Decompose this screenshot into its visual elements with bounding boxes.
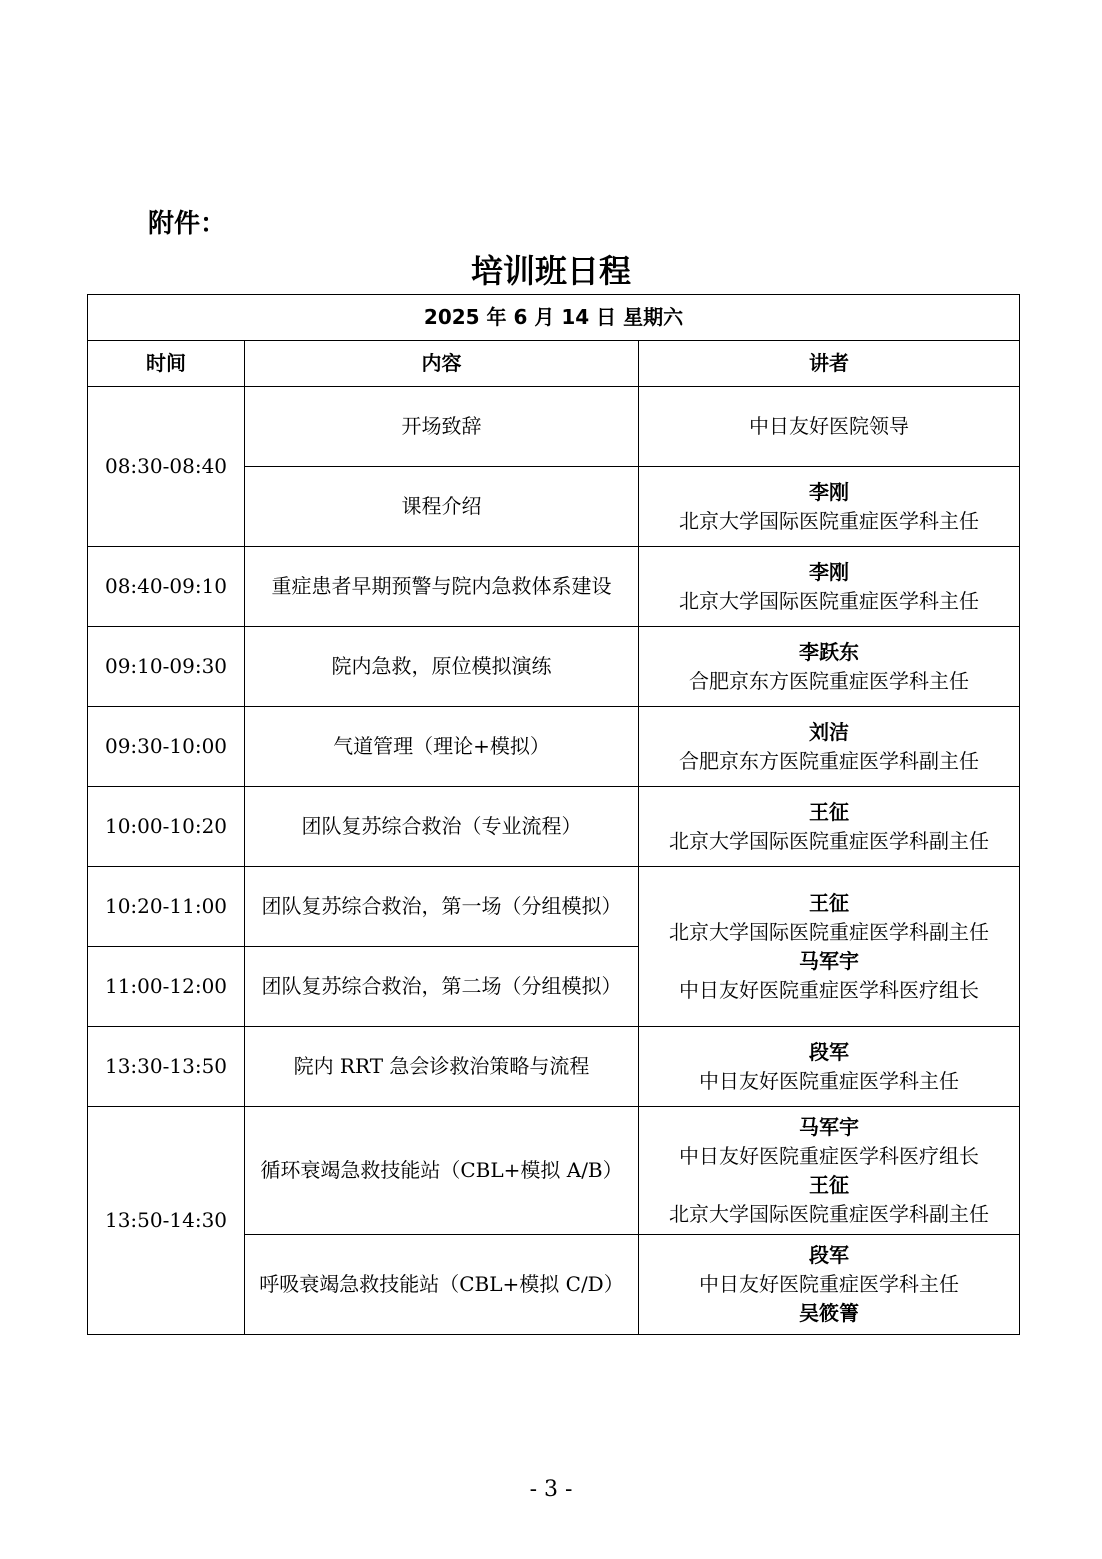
time-cell: 08:30-08:40: [88, 387, 245, 547]
speaker-title: 中日友好医院重症医学科主任: [699, 1068, 960, 1093]
page-number: - 3 -: [529, 1477, 573, 1502]
content-cell: 课程介绍: [245, 467, 639, 547]
speaker-cell: [639, 387, 1020, 467]
speaker-cell: [639, 627, 1020, 707]
speaker-name: 李刚: [809, 559, 850, 584]
content-cell: 开场致辞: [245, 387, 639, 467]
table-row: [88, 707, 1020, 787]
content-cell: 团队复苏综合救治，第一场（分组模拟）: [245, 867, 639, 947]
speaker-name: 吴筱箐: [799, 1301, 860, 1325]
content-cell: 院内 RRT 急会诊救治策略与流程: [245, 1027, 639, 1107]
table-row: [88, 627, 1020, 707]
content-cell: 循环衰竭急救技能站（CBL+模拟 A/B）: [245, 1107, 639, 1235]
speaker-title: 北京大学国际医院重症医学科主任: [679, 588, 980, 613]
speaker-name: 王征: [809, 1172, 850, 1197]
speaker-title: 合肥京东方医院重症医学科主任: [689, 668, 970, 693]
speaker-name: 李刚: [809, 479, 850, 504]
time-cell: 13:30-13:50: [88, 1027, 245, 1107]
content-cell: 团队复苏综合救治，第二场（分组模拟）: [245, 947, 639, 1027]
table-row: [88, 1107, 1020, 1235]
table-row: [88, 787, 1020, 867]
speaker-name: 王征: [809, 799, 850, 824]
time-cell: 10:00-10:20: [88, 787, 245, 867]
header-speaker: 讲者: [639, 341, 1020, 387]
speaker-title: 中日友好医院重症医学科医疗组长: [679, 977, 980, 1002]
speaker-name: 马军宇: [799, 948, 860, 973]
header-time: 时间: [88, 341, 245, 387]
content-cell: 重症患者早期预警与院内急救体系建设: [245, 547, 639, 627]
time-cell: 10:20-11:00: [88, 867, 245, 947]
table-row: [88, 387, 1020, 467]
speaker-title: 中日友好医院领导: [749, 414, 910, 438]
speaker-cell: [639, 547, 1020, 627]
speaker-title: 中日友好医院重症医学科医疗组长: [679, 1143, 980, 1168]
speaker-title: 北京大学国际医院重症医学科副主任: [669, 828, 990, 853]
speaker-title: 中日友好医院重症医学科主任: [699, 1272, 960, 1296]
table-row: [88, 867, 1020, 947]
time-cell: 11:00-12:00: [88, 947, 245, 1027]
table-row: [88, 1027, 1020, 1107]
speaker-title: 北京大学国际医院重症医学科副主任: [669, 919, 990, 944]
speaker-name: 段军: [809, 1039, 850, 1064]
content-cell: 气道管理（理论+模拟）: [245, 707, 639, 787]
speaker-cell: [639, 1235, 1020, 1335]
speaker-title: 北京大学国际医院重症医学科主任: [679, 508, 980, 533]
table-row: [88, 547, 1020, 627]
content-cell: 呼吸衰竭急救技能站（CBL+模拟 C/D）: [245, 1235, 639, 1335]
speaker-cell: [639, 1027, 1020, 1107]
content-cell: 团队复苏综合救治（专业流程）: [245, 787, 639, 867]
speaker-title: 北京大学国际医院重症医学科副主任: [669, 1201, 990, 1226]
speaker-name: 马军宇: [799, 1114, 860, 1139]
speaker-cell: [639, 707, 1020, 787]
time-cell: 13:50-14:30: [88, 1107, 245, 1335]
attachment-label: 附件：: [148, 209, 227, 239]
speaker-cell: [639, 787, 1020, 867]
speaker-name: 段军: [809, 1243, 850, 1267]
time-cell: 09:30-10:00: [88, 707, 245, 787]
content-cell: 院内急救，原位模拟演练: [245, 627, 639, 707]
speaker-cell: [639, 867, 1020, 1027]
schedule-table: [87, 294, 1020, 1335]
speaker-cell: [639, 467, 1020, 547]
speaker-name: 王征: [809, 890, 850, 915]
speaker-name: 刘洁: [809, 719, 850, 744]
speaker-cell: [639, 1107, 1020, 1235]
speaker-name: 李跃东: [799, 639, 860, 664]
date-cell: 2025 年 6 月 14 日 星期六: [88, 295, 1020, 341]
page-title: 培训班日程: [470, 252, 631, 290]
time-cell: 08:40-09:10: [88, 547, 245, 627]
header-content: 内容: [245, 341, 639, 387]
speaker-title: 合肥京东方医院重症医学科副主任: [679, 748, 980, 773]
time-cell: 09:10-09:30: [88, 627, 245, 707]
header-row: [88, 341, 1020, 387]
date-row: [88, 295, 1020, 341]
